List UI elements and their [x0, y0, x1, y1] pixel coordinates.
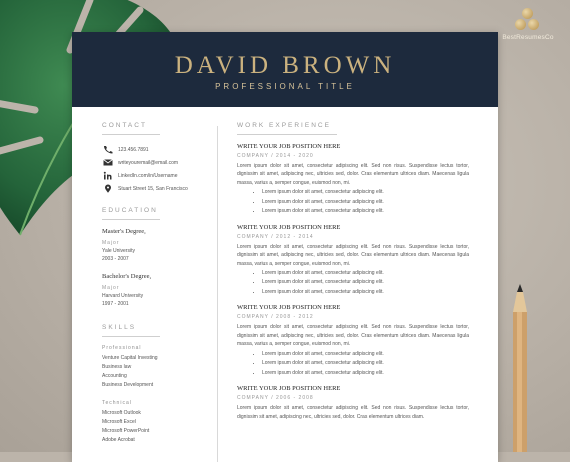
- job-bullet: • Lorem ipsum dolor sit amet, consectetur adipiscing elit.: [262, 207, 469, 217]
- brand-logo-text: BestResumesCo: [502, 34, 554, 41]
- contact-linkedin: LinkedIn.com/in/Username: [102, 169, 222, 182]
- contact-heading: CONTACT: [102, 122, 147, 129]
- section-rule: [102, 134, 160, 135]
- job-bullets: [237, 269, 469, 298]
- skill-item: Business Development: [102, 382, 154, 388]
- job-bullets: [237, 350, 469, 379]
- job-description: Lorem ipsum dolor sit amet, consectetur adipiscing elit. Sed non risus. Suspendisse lectus tortor, dignissim sit amet, adipiscing nec, ultricies sed, dolor. Cras elementum ultrices diam. Maecenas ligula massa, varius a, semper congue, euismod non, mi.: [237, 163, 469, 186]
- job-bullet: • Lorem ipsum dolor sit amet, consectetur adipiscing elit.: [262, 288, 469, 298]
- skill-item: Microsoft PowerPoint: [102, 428, 150, 434]
- location-pin-icon: [102, 184, 114, 193]
- pencil: [505, 282, 535, 452]
- resume-page: [72, 32, 498, 462]
- work-experience-heading: WORK EXPERIENCE: [237, 122, 331, 129]
- education-entry: Master's Degree, Major Yale University 2003 - 2007: [102, 228, 146, 262]
- job-bullet: • Lorem ipsum dolor sit amet, consectetur adipiscing elit.: [262, 369, 469, 379]
- resume-name: DAVID BROWN: [174, 52, 396, 79]
- skill-item: Business law: [102, 364, 132, 370]
- job-bullet: • Lorem ipsum dolor sit amet, consectetur adipiscing elit.: [262, 188, 469, 198]
- skill-group-label: Technical: [102, 400, 132, 406]
- job-bullets: [237, 188, 469, 217]
- resume-header: [72, 32, 498, 107]
- job-bullet: • Lorem ipsum dolor sit amet, consectetur adipiscing elit.: [262, 350, 469, 360]
- column-divider: [217, 126, 218, 462]
- section-rule: [102, 336, 160, 337]
- right-column: [237, 122, 469, 428]
- left-column: [102, 122, 222, 445]
- job-company-dates: COMPANY / 2012 - 2014: [237, 233, 314, 240]
- job-bullet: • Lorem ipsum dolor sit amet, consectetur adipiscing elit.: [262, 359, 469, 369]
- linkedin-icon: [102, 171, 114, 180]
- section-rule: [237, 134, 337, 135]
- education-heading: EDUCATION: [102, 207, 158, 214]
- job-title: WRITE YOUR JOB POSITION HERE: [237, 223, 341, 231]
- brand-logo: [498, 6, 558, 41]
- job-bullet: • Lorem ipsum dolor sit amet, consectetur adipiscing elit.: [262, 198, 469, 208]
- education-entry: Bachelor's Degree, Major Harvard University 1997 - 2001: [102, 273, 152, 307]
- job-entry: [237, 385, 469, 421]
- professional-title: PROFESSIONAL TITLE: [215, 82, 355, 91]
- skill-group-label: Professional: [102, 345, 142, 351]
- job-company-dates: COMPANY / 2006 - 2008: [237, 395, 314, 402]
- contact-phone: 123.456.7891: [102, 143, 222, 156]
- job-title: WRITE YOUR JOB POSITION HERE: [237, 304, 341, 312]
- job-description: Lorem ipsum dolor sit amet, consectetur adipiscing elit. Sed non risus. Suspendisse lectus tortor, dignissim sit amet, adipiscing nec, ultricies sed, dolor. Cras elementum ultrices diam. Maecenas ligula massa, varius a, semper congue, euismod non, mi.: [237, 324, 469, 348]
- job-company-dates: COMPANY / 2014 - 2020: [237, 153, 314, 159]
- job-description: Lorem ipsum dolor sit amet, consectetur adipiscing elit. Sed non risus. Suspendisse lectus tortor, dignissim sit amet, adipiscing nec, ultricies sed, dolor. Cras elementum ultrices diam. Maecenas ligula massa, varius a, semper congue, euismod non, mi.: [237, 243, 469, 267]
- job-company-dates: COMPANY / 2008 - 2012: [237, 314, 314, 321]
- job-title: WRITE YOUR JOB POSITION HERE: [237, 385, 341, 393]
- mail-icon: [102, 158, 114, 167]
- phone-icon: [102, 145, 114, 154]
- job-title: WRITE YOUR JOB POSITION HERE: [237, 143, 341, 150]
- section-rule: [102, 219, 160, 220]
- job-entry: [237, 224, 469, 298]
- skill-item: Adobe Acrobat: [102, 437, 135, 443]
- job-entry: [237, 304, 469, 378]
- job-bullet: • Lorem ipsum dolor sit amet, consectetur adipiscing elit.: [262, 278, 469, 288]
- skill-item: Microsoft Outlook: [102, 410, 141, 416]
- skill-item: Microsoft Excel: [102, 419, 136, 425]
- job-description: Lorem ipsum dolor sit amet, consectetur adipiscing elit. Sed non risus. Suspendisse lectus tortor, dignissim sit amet, adipiscing nec, ultricies sed, dolor. Cras elementum ultrices diam.: [237, 405, 469, 420]
- skills-heading: SKILLS: [102, 324, 137, 331]
- contact-address: Stuart Street 15, San Francisco: [102, 182, 222, 195]
- job-entry: [237, 143, 469, 217]
- job-bullet: • Lorem ipsum dolor sit amet, consectetur adipiscing elit.: [262, 269, 469, 279]
- contact-email: writeyouremail@email.com: [102, 156, 222, 169]
- skill-item: Accounting: [102, 373, 127, 379]
- skill-item: Venture Capital Investing: [102, 355, 158, 361]
